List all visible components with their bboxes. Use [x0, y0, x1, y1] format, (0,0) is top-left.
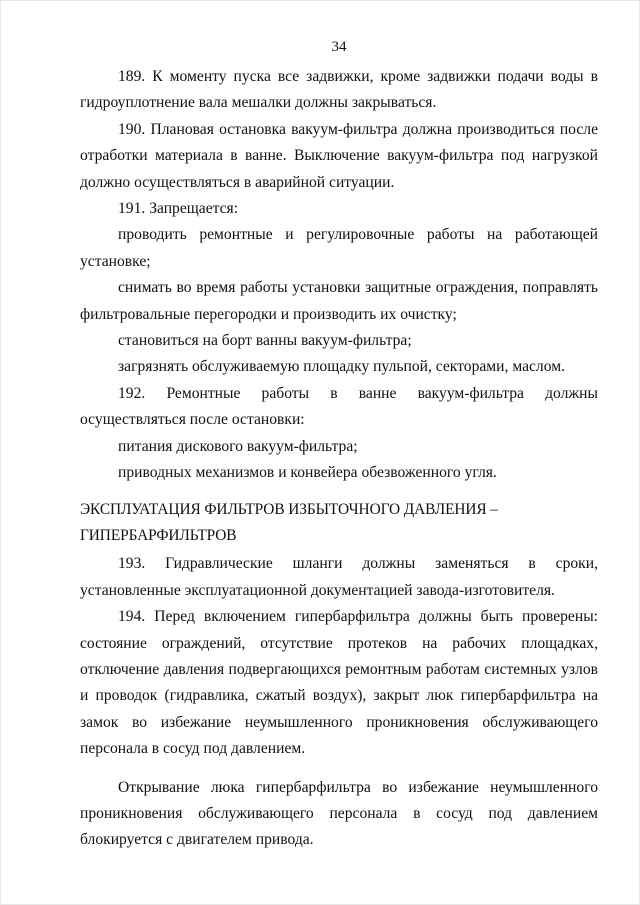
list-item-remove-guards: снимать во время работы установки защитные ограждения, поправлять фильтровальные перегородки и производить их очистку; — [80, 279, 598, 323]
paragraph-193: 193. Гидравлические шланги должны заменяться в сроки, установленные эксплуатационной документацией завода-изготовителя. — [80, 555, 598, 599]
paragraph-hatch-opening: Открывание люка гипербарфильтра во избежание неумышленного проникновения обслуживающего персонала в сосуд под давлением блокируется с двигателем привода. — [80, 778, 598, 849]
page-content — [80, 64, 598, 854]
list-item-repair-work: проводить ремонтные и регулировочные работы на работающей установке; — [80, 226, 598, 270]
list-item-disc-filter-feed: питания дискового вакуум-фильтра; — [118, 437, 358, 455]
page-number: 34 — [331, 39, 347, 55]
list-item-tank-edge: становиться на борт ванны вакуум-фильтра; — [118, 332, 412, 350]
section-heading: ЭКСПЛУАТАЦИЯ ФИЛЬТРОВ ИЗБЫТОЧНОГО ДАВЛЕНИЯ – ГИПЕРБАРФИЛЬТРОВ — [80, 500, 498, 544]
paragraph-192: 192. Ремонтные работы в ванне вакуум-фильтра должны осуществляться после остановки: — [80, 384, 598, 429]
document-page — [80, 0, 598, 905]
list-item-drive-mechanisms: приводных механизмов и конвейера обезвоженного угля. — [118, 464, 497, 482]
paragraph-189: 189. К моменту пуска все задвижки, кроме задвижки подачи воды в гидроуплотнение вала мешалки должны закрываться. — [80, 68, 598, 112]
paragraph-191: 191. Запрещается: — [118, 200, 239, 218]
list-item-contaminate-platform: загрязнять обслуживаемую площадку пульпой, секторами, маслом. — [118, 358, 565, 376]
paragraph-190: 190. Плановая остановка вакуум-фильтра должна производиться после отработки материала в ванне. Выключение вакуум-фильтра под нагрузкой должно осуществляться в аварийной ситуации. — [80, 120, 598, 191]
paragraph-194: 194. Перед включением гипербарфильтра должны быть проверены: состояние ограждений, отсутствие протеков на рабочих площадках, отключение давления подвергающихся ремонтным работам системных узлов и проводок (гидравлика, сжатый воздух), закрыт люк гипербарфильтра на замок во избежание неумышленного проникновения обслуживающего персонала в сосуд под давлением. — [80, 608, 598, 758]
